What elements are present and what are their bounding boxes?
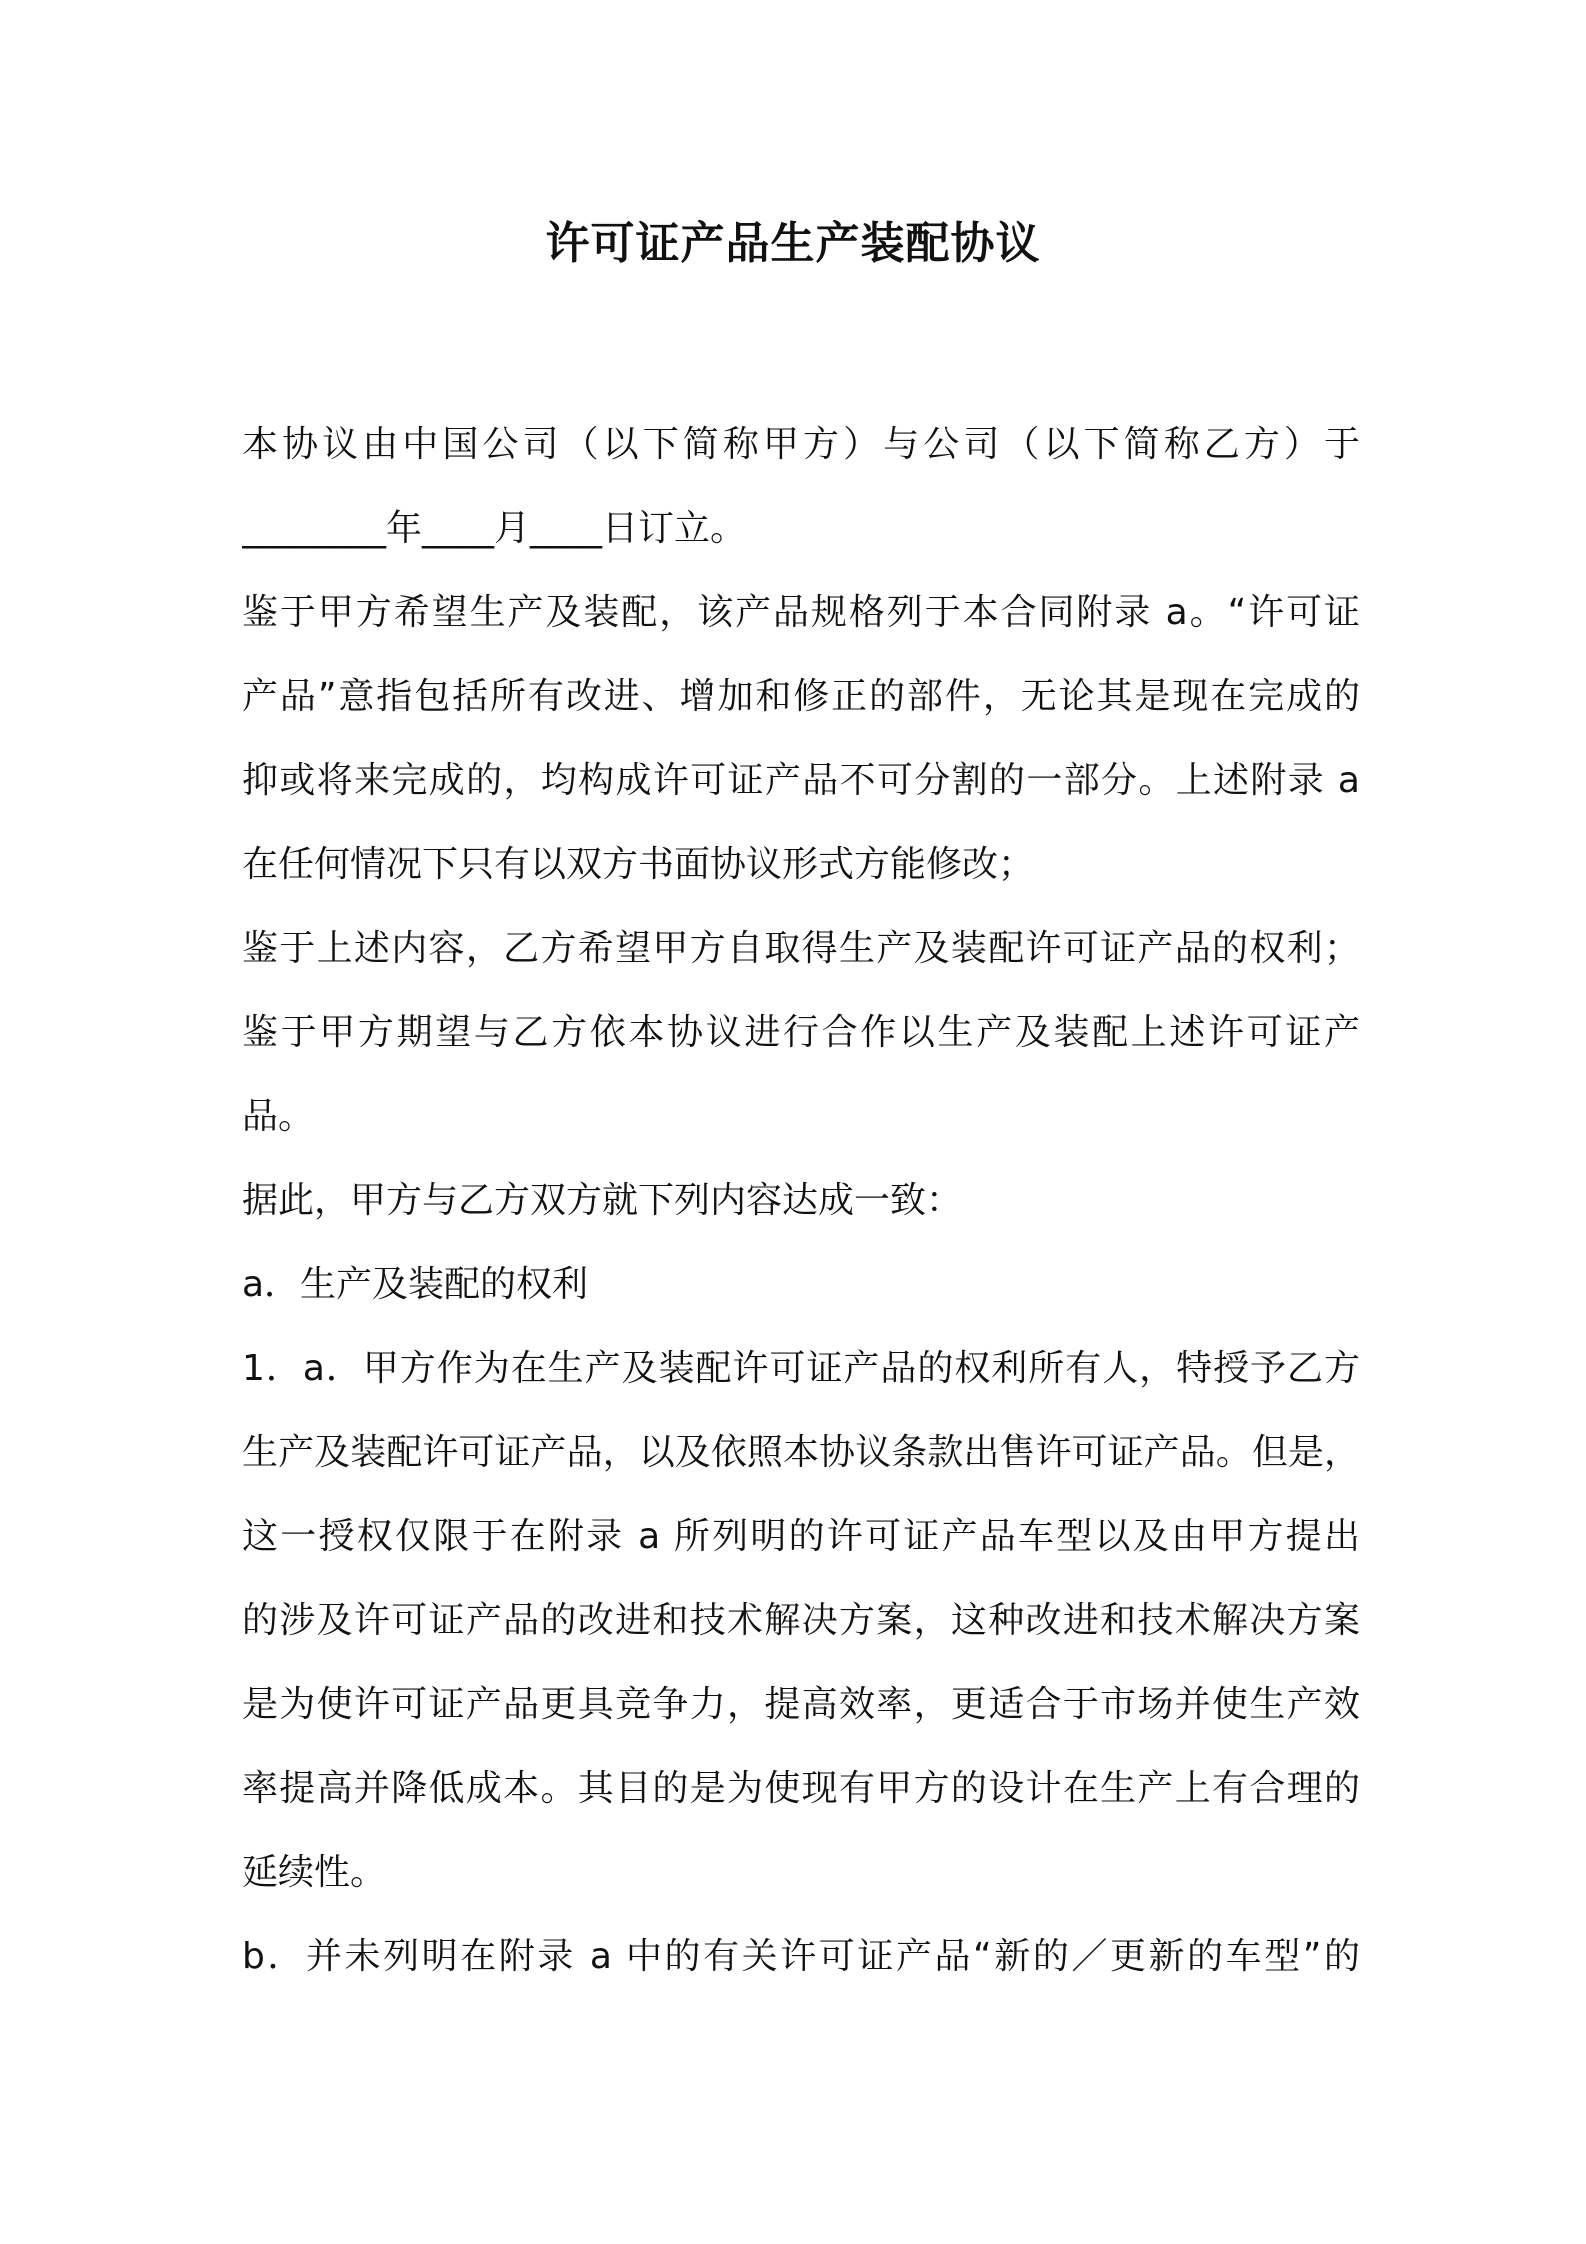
section-heading: a．生产及装配的权利 xyxy=(242,1264,589,1305)
document-title: 许可证产品生产装配协议 xyxy=(545,218,1041,269)
body-line: 据此，甲方与乙方双方就下列内容达成一致： xyxy=(242,1180,963,1221)
body-line: 率提高并降低成本。其目的是为使现有甲方的设计在生产上有合理的 xyxy=(242,1768,1360,1809)
body-line: 1．a．甲方作为在生产及装配许可证产品的权利所有人，特授予乙方 xyxy=(242,1348,1360,1389)
body-line: 生产及装配许可证产品，以及依照本协议条款出售许可证产品。但是， xyxy=(242,1432,1360,1473)
body-line: b．并未列明在附录 a 中的有关许可证产品“新的／更新的车型”的 xyxy=(242,1936,1360,1977)
body-line: 鉴于甲方期望与乙方依本协议进行合作以生产及装配上述许可证产 xyxy=(242,1012,1360,1053)
body-line: ________年____月____日订立。 xyxy=(242,508,747,549)
body-line: 延续性。 xyxy=(242,1852,387,1893)
body-line: 抑或将来完成的，均构成许可证产品不可分割的一部分。上述附录 a xyxy=(242,760,1360,801)
body-line: 鉴于甲方希望生产及装配，该产品规格列于本合同附录 a。“许可证 xyxy=(242,592,1360,633)
body-line: 鉴于上述内容，乙方希望甲方自取得生产及装配许可证产品的权利； xyxy=(242,928,1360,969)
body-line: 的涉及许可证产品的改进和技术解决方案，这种改进和技术解决方案 xyxy=(242,1600,1360,1641)
body-line: 在任何情况下只有以双方书面协议形式方能修改； xyxy=(242,844,1035,885)
body-line: 这一授权仅限于在附录 a 所列明的许可证产品车型以及由甲方提出 xyxy=(242,1516,1360,1557)
body-line: 是为使许可证产品更具竞争力，提高效率，更适合于市场并使生产效 xyxy=(242,1684,1360,1725)
body-line: 本协议由中国公司（以下简称甲方）与公司（以下简称乙方）于 xyxy=(242,424,1360,465)
document-body xyxy=(242,403,1360,1999)
body-line: 产品”意指包括所有改进、增加和修正的部件，无论其是现在完成的 xyxy=(242,676,1360,717)
body-line: 品。 xyxy=(242,1096,315,1137)
